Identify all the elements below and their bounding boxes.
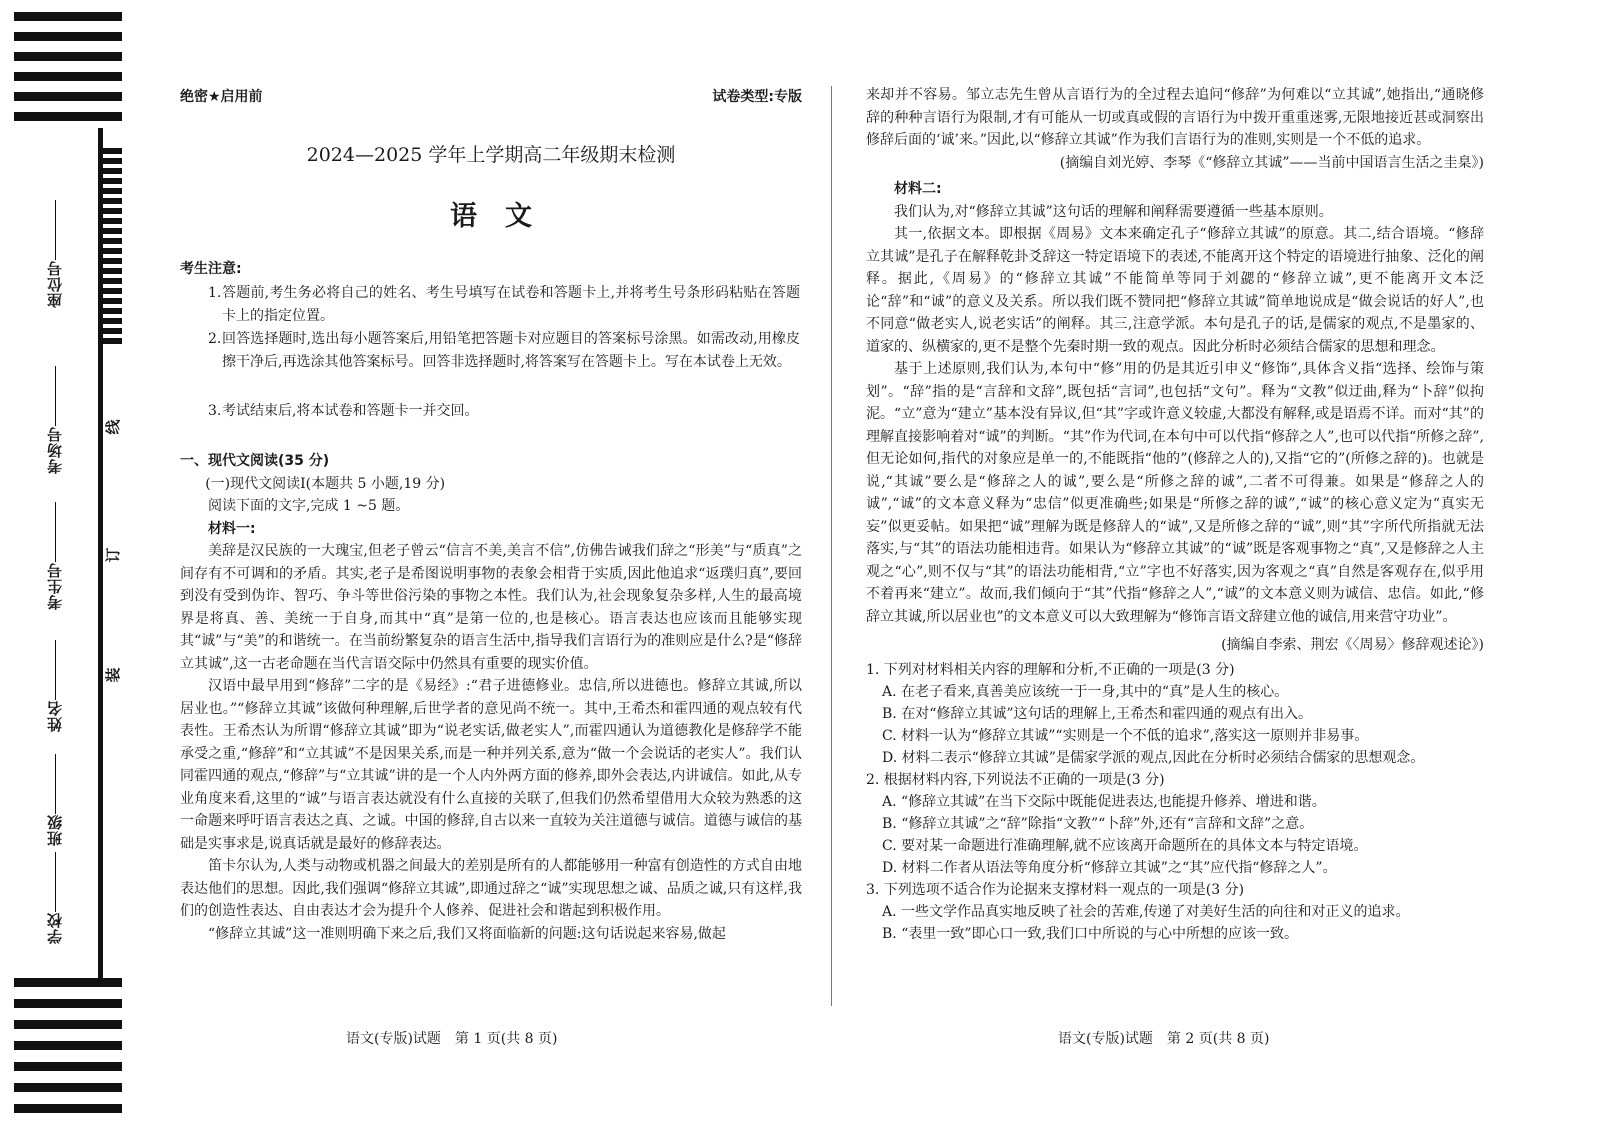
material-2-source: (摘编自李索、荆宏《〈周易〉修辞观述论》) <box>1221 637 1484 653</box>
bind-mark: 装 <box>104 667 122 683</box>
notice-text: 考试结束后,将本试卷和答题卡一并交回。 <box>222 403 479 419</box>
binding-stub <box>98 288 122 294</box>
binding-stub <box>98 198 122 204</box>
binding-stub <box>98 328 122 334</box>
class-field[interactable] <box>40 750 70 846</box>
student-number-field[interactable] <box>40 498 70 610</box>
binding-bar <box>14 52 122 61</box>
page-header <box>180 86 802 106</box>
binding-stub <box>98 268 122 274</box>
notice-item-2 <box>208 328 800 373</box>
option-b: B. 在对“修辞立其诚”这句话的理解上,王希杰和霍四通的观点有出入。 <box>882 705 1312 722</box>
name-field[interactable] <box>40 636 70 732</box>
material-2-label: 材料二: <box>894 181 942 197</box>
binding-stub <box>98 208 122 214</box>
binding-stub <box>98 308 122 314</box>
binding-bar <box>14 1041 122 1050</box>
material-1-label: 材料一: <box>208 520 256 537</box>
binding-bar <box>14 12 122 21</box>
option-d: D. 材料二作者从语法等角度分析“修辞立其诚”之“其”应代指“修辞之人”。 <box>882 859 1337 876</box>
right-column <box>866 84 1484 945</box>
question-stem: 3. 下列选项不适合作为论据来支撑材料一观点的一项是(3 分) <box>866 881 1245 898</box>
notice-heading: 考生注意: <box>180 261 242 277</box>
material-1-paragraph: 汉语中最早用到“修辞”二字的是《易经》:“君子进德修业。忠信,所以进德也。修辞立其诚,所以居业也。”“修辞立其诚”该做何种理解,后世学者的意见尚不统一。其中,王希杰和霍四通的观点较有代表性。王希杰认为所谓“修辞立其诚”即为“说老实话,做老实人”,而霍四通认为道德教化是修辞学不能承受之重,“修辞”和“立其诚”不是因果关系,而是一种并列关系,意为“做一个会说话的老实人”。我们认同霍四通的观点,“修辞”与“立其诚”讲的是一个人内外两方面的修养,即外会表达,内讲诚信。如此,从专业角度来看,这里的“诚”与语言表达就没有什么直接的关联了,但我们仍然希望借用大众较为熟悉的这一命题来呼吁语言表达之真、之诚。中国的修辞,自古以来一直较为关注道德与诚信。道德与诚信的基础是实事求是,说真话就是最好的修辞表达。 <box>180 678 802 852</box>
exam-room-field[interactable] <box>40 362 70 474</box>
material-2-paragraph: 基于上述原则,我们认为,本句中“修”用的仍是其近引申义“修饰”,具体含义指“选择、绘饰与策划”。“辞”指的是“言辞和文辞”,既包括“言词”,也包括“文句”。释为“文教”似迂曲,释为“卜辞”似拘泥。“立”意为“建立”基本没有异议,但“其”字或许意义较虚,大都没有解释,或是语焉不详。而对“其”的理解直接影响着对“诚”的判断。“其”作为代词,在本句中可以代指“修辞之人”,也可以代指“所修之辞”,但无论如何,指代的对象应是单一的,不能既指“他的”(修辞之人的),又指“它的”(所修之辞的)。也就是说,“其诚”要么是“修辞之人的诚”,要么是“所修之辞的诚”,二者不可得兼。如果是“修辞之人的诚”,“诚”的文本意义释为“忠信”似更准确些;如果是“所修之辞的诚”,“诚”的核心意义定为“真实无妄”似更妥帖。如果把“诚”理解为既是修辞人的“诚”,又是所修之辞的“诚”,则“其”字所代所指就无法落实,与“其”的语法功能相违背。如果认为“修辞立其诚”的“诚”既是客观事物之“真”,又是修辞之人主观之“心”,则不仅与“其”的语法功能相背,“立”字也不好落实,因为客观之“真”自然是客观存在,似乎用不着再来“建立”。故而,我们倾向于“其”代指“修辞之人”,“诚”的文本意义则为诚信、忠信。如此,“修辞立其诚,所以居业也”的文本意义可以大致理解为“修饰言语文辞建立他的诚信,用来营守功业”。 <box>866 361 1484 625</box>
binding-stub <box>98 168 122 174</box>
material-2-paragraph: 其一,依据文本。即根据《周易》文本来确定孔子“修辞立其诚”的原意。其二,结合语境。“修辞立其诚”是孔子在解释乾卦爻辞这一特定语境下的表述,不能离开这个特定的语境进行抽象、泛化的阐释。据此,《周易》的“修辞立其诚”不能简单等同于刘勰的“修辞立诚”,更不能离开文本泛论“辞”和“诚”的意义及关系。所以我们既不赞同把“修辞立其诚”简单地说成是“做会说话的好人”,也不同意“做老实人,说老实话”的阐释。其三,注意学派。本句是孔子的话,是儒家的观点,不是墨家的、道家的、纵横家的,更不是整个先秦时期一致的观点。因此分析时必须结合儒家的思想和理念。 <box>866 226 1484 355</box>
seat-number-label: 座位号 <box>46 260 64 308</box>
option-d: D. 材料二表示“修辞立其诚”是儒家学派的观点,因此在分析时必须结合儒家的思想观念。 <box>882 749 1425 766</box>
name-label: 姓名 <box>46 700 64 732</box>
binding-stub <box>98 248 122 254</box>
section-heading: 一、现代文阅读(35 分) <box>180 453 330 469</box>
instruction: 阅读下面的文字,完成 1 ~5 题。 <box>208 498 410 514</box>
question-stem: 2. 根据材料内容,下列说法不正确的一项是(3 分) <box>866 771 1165 788</box>
footer-right: 语文(专版)试题 第 2 页(共 8 页) <box>1058 1031 1270 1047</box>
question-stem: 1. 下列对材料相关内容的理解和分析,不正确的一项是(3 分) <box>866 661 1235 678</box>
footer-left: 语文(专版)试题 第 1 页(共 8 页) <box>346 1031 558 1047</box>
binding-strip <box>0 0 130 1138</box>
school-label: 学校 <box>46 912 64 944</box>
class-label: 班级 <box>46 814 64 846</box>
binding-bar <box>14 999 122 1008</box>
exam-title: 2024—2025 学年上学期高二年级期末检测 <box>306 144 676 166</box>
subsection-heading: (一)现代文阅读Ⅰ(本题共 5 小题,19 分) <box>205 475 446 492</box>
line-mark: 线 <box>104 419 122 435</box>
binding-stub <box>98 318 122 324</box>
binding-bar <box>14 72 122 81</box>
binding-stub <box>98 278 122 284</box>
seat-number-field[interactable] <box>40 196 70 308</box>
binding-bar <box>14 1104 122 1113</box>
binding-bar <box>14 112 122 121</box>
notice-number: 3. <box>208 403 222 419</box>
notice-number: 2. <box>208 331 222 347</box>
question-3 <box>866 879 1484 945</box>
material-2-paragraph: 我们认为,对“修辞立其诚”这句话的理解和阐释需要遵循一些基本原则。 <box>894 203 1333 220</box>
binding-bar <box>14 92 122 101</box>
secret-label: 绝密★启用前 <box>180 89 263 105</box>
binding-bar <box>14 32 122 41</box>
material-1-paragraph: 美辞是汉民族的一大瑰宝,但老子曾云“信言不美,美言不信”,仿佛告诫我们辞之“形美”与“质真”之间存有不可调和的矛盾。其实,老子是希图说明事物的表象会相背于实质,因此他追求“返璞归真”,要回到没有受到伪诈、智巧、争斗等世俗污染的事物之本性。我们认为,社会现象复杂多样,人生的最高境界是将真、善、美统一于自身,而其中“真”是第一位的,也是核心。语言表达也应该而且能够实现其“诚”与“美”的和谐统一。在当前纷繁复杂的语言生活中,指导我们言语行为的准则应是什么?是“修辞立其诚”,这一古老命题在当代言语交际中仍然具有重要的现实价值。 <box>180 543 802 672</box>
notice-item-3 <box>208 400 800 423</box>
option-a: A. “修辞立其诚”在当下交际中既能促进表达,也能提升修养、增进和谐。 <box>882 793 1326 810</box>
binding-bar <box>14 978 122 987</box>
notice-text: 回答选择题时,选出每小题答案后,用铅笔把答题卡对应题目的答案标号涂黑。如需改动,用橡皮擦干净后,再选涂其他答案标号。回答非选择题时,将答案写在答题卡上。写在本试卷上无效。 <box>222 331 800 370</box>
notice-number: 1. <box>208 285 222 301</box>
binding-stub <box>98 228 122 234</box>
option-a: A. 一些文学作品真实地反映了社会的苦难,传递了对美好生活的向往和对正义的追求。 <box>882 903 1410 920</box>
material-1-paragraph: 笛卡尔认为,人类与动物或机器之间最大的差别是所有的人都能够用一种富有创造性的方式自由地表达他们的思想。因此,我们强调“修辞立其诚”,即通过辞之“诚”实现思想之诚、品质之诚,只有这样,我们的创造性表达、自由表达才会为提升个人修养、促进社会和谐起到积极作用。 <box>180 858 802 919</box>
page-divider <box>831 86 832 1006</box>
binding-stub <box>98 178 122 184</box>
binding-bar <box>14 1083 122 1092</box>
binding-bar <box>14 1020 122 1029</box>
binding-bar <box>14 1062 122 1071</box>
notice-item-1 <box>208 282 800 327</box>
option-b: B. “表里一致”即心口一致,我们口中所说的与心中所想的应该一致。 <box>882 925 1298 942</box>
binding-stub <box>98 338 122 344</box>
student-number-label: 考生号 <box>46 562 64 610</box>
option-c: C. 要对某一命题进行准确理解,就不应该离开命题所在的具体文本与特定语境。 <box>882 837 1368 854</box>
material-1-paragraph: “修辞立其诚”这一准则明确下来之后,我们又将面临新的问题:这句话说起来容易,做起 <box>208 925 726 942</box>
binding-stub <box>98 148 122 154</box>
binding-stub <box>98 258 122 264</box>
option-b: B. “修辞立其诚”之“辞”除指“文教”“卜辞”外,还有“言辞和文辞”之意。 <box>882 815 1314 832</box>
material-1-source: (摘编自刘光婷、李琴《“修辞立其诚”——当前中国语言生活之圭臬》) <box>1059 154 1484 171</box>
binding-stub <box>98 158 122 164</box>
binding-stub <box>98 188 122 194</box>
question-1 <box>866 659 1484 769</box>
staple-mark: 订 <box>104 547 122 563</box>
exam-room-label: 考场号 <box>46 426 64 474</box>
left-column <box>180 450 802 945</box>
material-1-continued: 来却并不容易。邹立志先生曾从言语行为的全过程去追问“修辞”为何难以“立其诚”,她指出,“通晓修辞的种种言语行为限制,才有可能从一切或真或假的言语行为中拨开重重迷雾,无限地接近甚或洞察出修辞后面的‘诚’来。”因此,以“修辞立其诚”作为我们言语行为的准则,实则是一个不低的追求。 <box>866 87 1484 148</box>
binding-stub <box>98 218 122 224</box>
paper-type-label: 试卷类型:专版 <box>712 89 802 105</box>
binding-stub <box>98 238 122 244</box>
binding-stub <box>98 298 122 304</box>
option-a: A. 在老子看来,真善美应该统一于一身,其中的“真”是人生的核心。 <box>882 683 1289 700</box>
option-c: C. 材料一认为“修辞立其诚”“实则是一个不低的追求”,落实这一原则并非易事。 <box>882 727 1369 744</box>
school-field[interactable] <box>40 848 70 944</box>
subject-title: 语文 <box>450 201 560 232</box>
notice-text: 答题前,考生务必将自己的姓名、考生号填写在试卷和答题卡上,并将考生号条形码粘贴在答题卡上的指定位置。 <box>222 285 800 324</box>
question-2 <box>866 769 1484 879</box>
